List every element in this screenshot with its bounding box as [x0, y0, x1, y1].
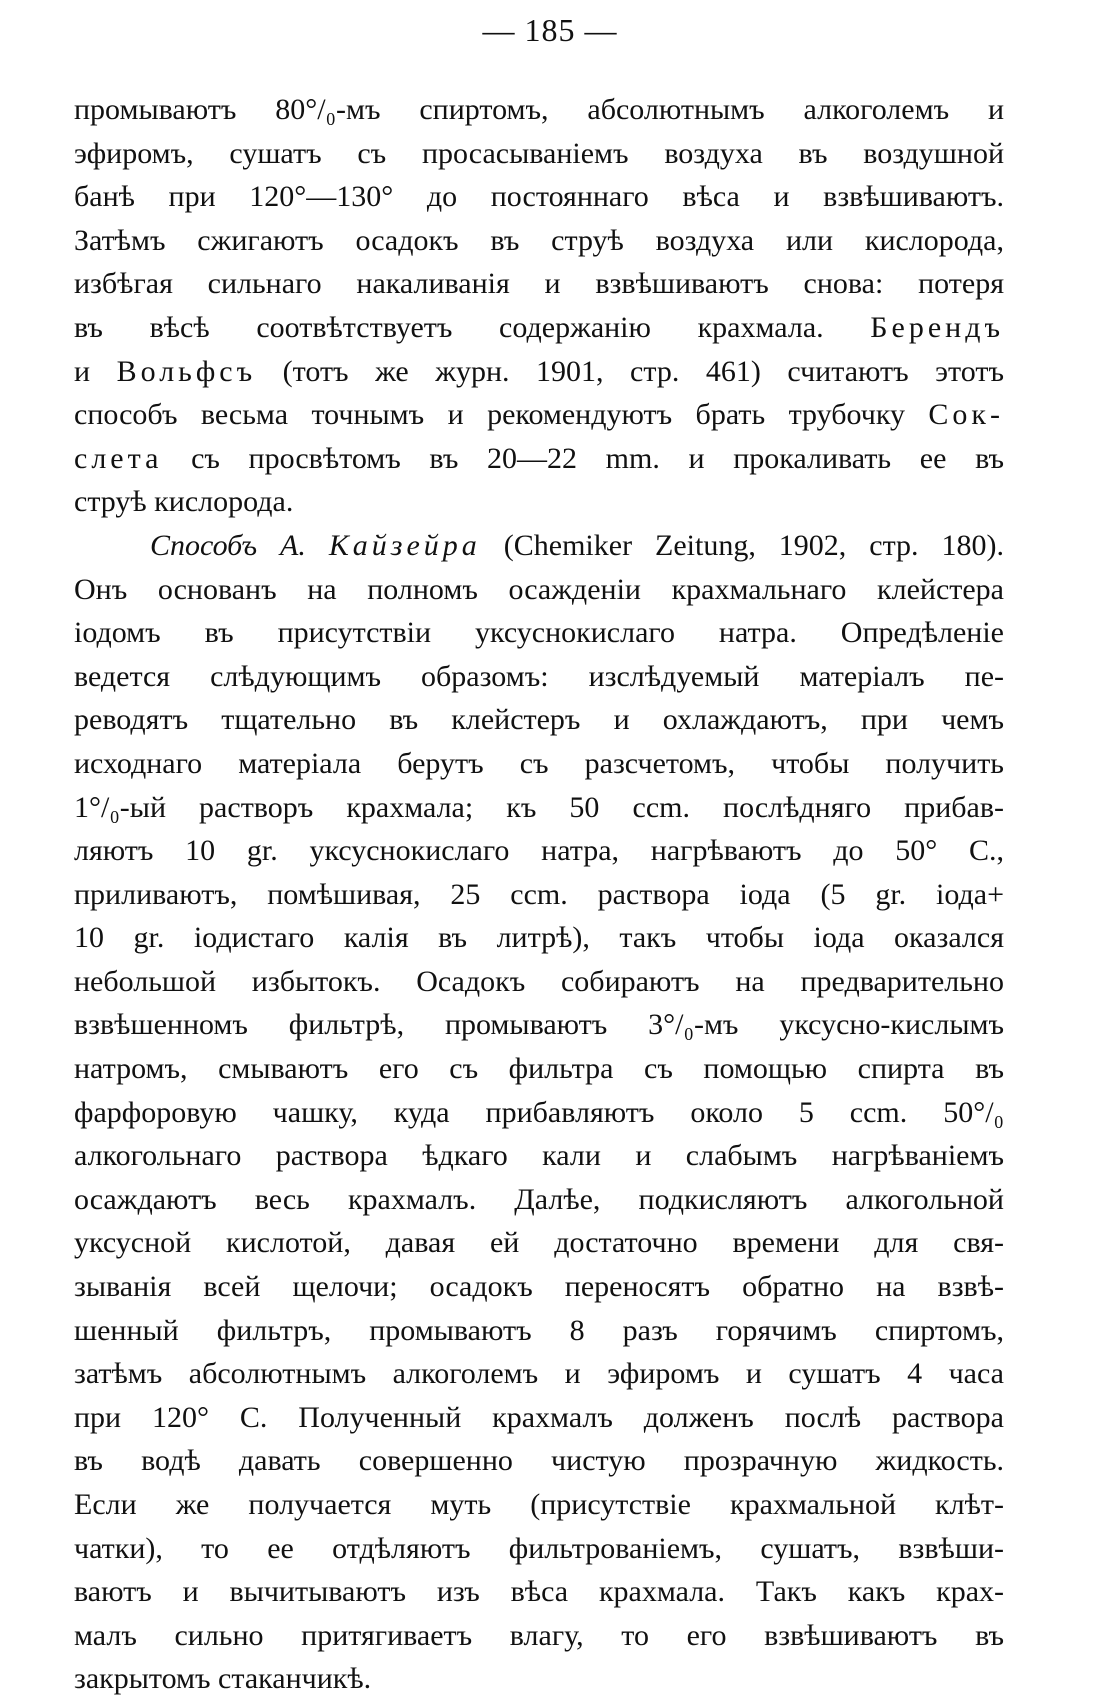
- text-span: съ просвѣтомъ въ 20—22 mm. и прокаливать ее въ: [162, 441, 1004, 475]
- text-span: струѣ кислорода.: [74, 485, 294, 519]
- text-line: [74, 350, 1004, 394]
- text-line: [74, 1091, 1004, 1135]
- text-span: способъ весьма точнымъ и рекомендуютъ брать трубочку: [74, 398, 929, 432]
- text-line: [74, 742, 1004, 786]
- text-line: [74, 1614, 1004, 1658]
- text-line: [74, 1527, 1004, 1571]
- text-line: [74, 524, 1004, 568]
- text-span: 10 gr. іодистаго калія въ литрѣ), такъ чтобы іода оказался: [74, 921, 1004, 955]
- text-span: взвѣшенномъ фильтрѣ, промываютъ 3°/₀-мъ уксусно-кислымъ: [74, 1008, 1004, 1042]
- text-span: и: [74, 354, 117, 388]
- text-span: Берендъ: [870, 310, 1004, 344]
- text-span: при 120° С. Полученный крахмалъ долженъ послѣ раствора: [74, 1400, 1004, 1434]
- text-span: фарфоровую чашку, куда прибавляютъ около 5 ccm. 50°/₀: [74, 1095, 1004, 1129]
- text-line: [74, 786, 1004, 830]
- text-span: чатки), то ее отдѣляютъ фильтрованіемъ, сушатъ, взвѣши-: [74, 1531, 1004, 1565]
- text-span: избѣгая сильнаго накаливанія и взвѣшиваютъ снова: потеря: [74, 267, 1004, 301]
- text-line: [74, 1570, 1004, 1614]
- text-line: [74, 1221, 1004, 1265]
- text-line: [74, 480, 1004, 524]
- text-span: эфиромъ, сушатъ съ просасываніемъ воздуха въ воздушной: [74, 136, 1004, 170]
- text-span: Сок-: [928, 398, 1004, 432]
- text-line: [74, 568, 1004, 612]
- text-line: [74, 219, 1004, 263]
- text-line: [74, 916, 1004, 960]
- text-span: промываютъ 80°/₀-мъ спиртомъ, абсолютнымъ алкоголемъ и: [74, 93, 1004, 126]
- text-line: [74, 306, 1004, 350]
- text-line: [74, 1396, 1004, 1440]
- text-span: зыванія всей щелочи; осадокъ переносятъ обратно на взвѣ-: [74, 1270, 1004, 1304]
- text-span: уксусной кислотой, давая ей достаточно времени для свя-: [74, 1226, 1004, 1260]
- text-line: [74, 393, 1004, 437]
- text-line: [74, 175, 1004, 219]
- text-span: (Chemiker Zeitung, 1902, стр. 180).: [480, 528, 1004, 562]
- text-line: [74, 1265, 1004, 1309]
- text-line: [74, 960, 1004, 1004]
- text-span: закрытомъ стаканчикѣ.: [74, 1662, 372, 1696]
- text-span: осаждаютъ весь крахмалъ. Далѣе, подкисляютъ алкогольной: [74, 1182, 1004, 1216]
- text-span: приливаютъ, помѣшивая, 25 ccm. раствора іода (5 gr. іода+: [74, 877, 1004, 911]
- text-span: Если же получается муть (присутствіе крахмальной клѣт-: [74, 1488, 1004, 1521]
- text-line: [74, 1483, 1004, 1527]
- text-span: Способъ А.: [150, 528, 329, 562]
- text-line: [74, 698, 1004, 742]
- text-line: [74, 1352, 1004, 1396]
- text-span: (тотъ же журн. 1901, стр. 461) считаютъ этотъ: [256, 354, 1004, 388]
- text-line: [74, 88, 1004, 132]
- text-line: [74, 1047, 1004, 1091]
- text-line: [74, 829, 1004, 873]
- text-span: въ водѣ давать совершенно чистую прозрачную жидкость.: [74, 1444, 1004, 1478]
- text-span: натромъ, смываютъ его съ фильтра съ помощью спирта въ: [74, 1052, 1004, 1086]
- text-line: [74, 1178, 1004, 1222]
- page-number: — 185 —: [482, 12, 618, 48]
- text-line: [74, 132, 1004, 176]
- text-span: въ вѣсѣ соотвѣтствуетъ содержанію крахмала.: [74, 310, 871, 344]
- text-span: Онъ основанъ на полномъ осажденіи крахмальнаго клейстера: [74, 572, 1004, 606]
- text-span: банѣ при 120°—130° до постояннаго вѣса и взвѣшиваютъ.: [74, 180, 1004, 214]
- text-span: алкогольнаго раствора ѣдкаго кали и слабымъ нагрѣваніемъ: [74, 1139, 1004, 1173]
- text-span: исходнаго матеріала берутъ съ разсчетомъ, чтобы получить: [74, 746, 1004, 780]
- text-line: [74, 1439, 1004, 1483]
- text-span: затѣмъ абсолютнымъ алкоголемъ и эфиромъ и сушатъ 4 часа: [74, 1357, 1004, 1391]
- text-span: шенный фильтръ, промываютъ 8 разъ горячимъ спиртомъ,: [74, 1313, 1004, 1347]
- text-line: [74, 655, 1004, 699]
- text-line: [74, 262, 1004, 306]
- text-span: Затѣмъ сжигаютъ осадокъ въ струѣ воздуха или кислорода,: [74, 223, 1004, 257]
- text-span: малъ сильно притягиваетъ влагу, то его взвѣшиваютъ въ: [74, 1618, 1004, 1652]
- text-span: слета: [74, 441, 163, 475]
- text-span: Кайзейра: [328, 528, 481, 562]
- text-span: Вольфсъ: [116, 354, 257, 388]
- text-line: [74, 1003, 1004, 1047]
- text-line: [74, 1657, 1004, 1701]
- text-span: реводятъ тщательно въ клейстеръ и охлаждаютъ, при чемъ: [74, 703, 1004, 737]
- text-line: [74, 1309, 1004, 1353]
- text-span: ляютъ 10 gr. уксуснокислаго натра, нагрѣваютъ до 50° С.,: [74, 834, 1004, 868]
- text-span: іодомъ въ присутствіи уксуснокислаго натра. Опредѣленіе: [74, 616, 1004, 650]
- text-line: [74, 437, 1004, 481]
- body-text: [74, 88, 1004, 1701]
- text-line: [74, 611, 1004, 655]
- text-span: 1°/₀-ый растворъ крахмала; къ 50 ccm. послѣдняго прибав-: [74, 790, 1004, 824]
- text-line: [74, 1134, 1004, 1178]
- text-span: ваютъ и вычитываютъ изъ вѣса крахмала. Такъ какъ крах-: [74, 1575, 1004, 1609]
- text-line: [74, 873, 1004, 917]
- text-span: ведется слѣдующимъ образомъ: изслѣдуемый матеріалъ пе-: [74, 659, 1004, 693]
- text-span: небольшой избытокъ. Осадокъ собираютъ на предварительно: [74, 964, 1004, 998]
